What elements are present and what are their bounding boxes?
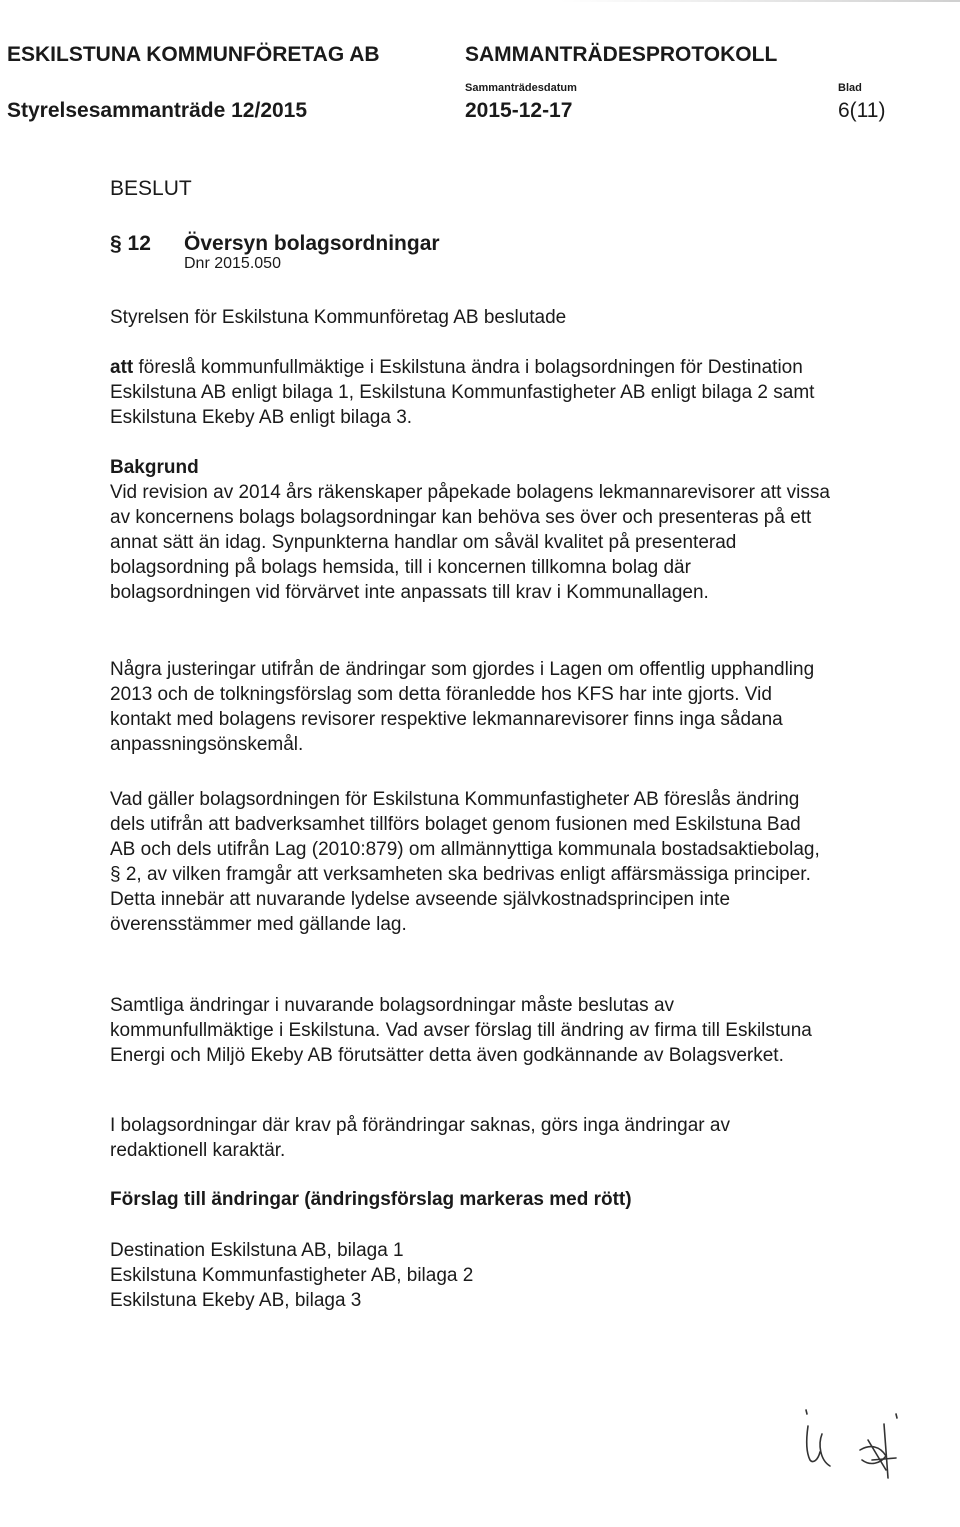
bakgrund-heading: Bakgrund: [110, 457, 199, 478]
page-number: 6(11): [838, 99, 886, 122]
beslut-heading: BESLUT: [110, 177, 192, 200]
paragraph-samtliga: Samtliga ändringar i nuvarande bolagsordningar måste beslutas av kommunfullmäktige i Eskilstuna. Vad avser förslag till ändring av firma till Eskilstuna Energi och Miljö Ekeby AB förutsätter detta även godkännande av Bolagsverket.: [110, 995, 812, 1066]
bakgrund-paragraph: Vid revision av 2014 års räkenskaper påpekade bolagens lekmannarevisorer att vissa av koncernens bolags bolagsordningar kan behöva ses över och presenteras på ett annat sätt än idag. Synpunkterna handlar om såväl kvalitet på presenterad bolagsordning på bolags hemsida, till i koncernen tillkomna bolag där bolagsordningen vid förvärvet inte anpassats till krav i Kommunallagen.: [110, 482, 830, 603]
att-keyword: att: [110, 357, 134, 378]
paragraph-kommunfastigheter: Vad gäller bolagsordningen för Eskilstuna Kommunfastigheter AB föreslås ändring dels utifrån att badverksamhet tillförs bolaget genom fusionen med Eskilstuna Bad AB och dels utifrån Lag (2010:879) om allmännyttiga kommunala bostadsaktiebolag, § 2, av vilken framgår att verksamheten ska bedrivas enligt affärsmässiga principer. Detta innebär att nuvarande lydelse avseende självkostnadsprincipen inte överensstämmer med gällande lag.: [110, 789, 820, 935]
meeting-name: Styrelsesammanträde 12/2015: [7, 99, 308, 122]
bilaga-item-2: Eskilstuna Kommunfastigheter AB, bilaga 2: [110, 1265, 474, 1286]
forslag-heading: Förslag till ändringar (ändringsförslag markeras med rött): [110, 1189, 632, 1210]
doc-type: SAMMANTRÄDESPROTOKOLL: [465, 43, 778, 66]
scan-edge-line: [560, 0, 960, 2]
date-label: Sammanträdesdatum: [465, 82, 577, 94]
bilaga-item-1: Destination Eskilstuna AB, bilaga 1: [110, 1240, 404, 1261]
section-number: § 12: [110, 232, 151, 255]
decision-text: [110, 355, 830, 430]
meeting-date: 2015-12-17: [465, 99, 573, 122]
decision-intro: Styrelsen för Eskilstuna Kommunföretag AB beslutade: [110, 307, 567, 328]
handwritten-initials: [800, 1400, 910, 1480]
paragraph-lou: Några justeringar utifrån de ändringar som gjordes i Lagen om offentlig upphandling 2013 och de tolkningsförslag som detta föranledde hos KFS har inte gjorts. Vid kontakt med bolagens revisorer respektive lekmannarevisorer finns inga sådana anpassningsönskemål.: [110, 659, 815, 755]
paragraph-inga-andringar: I bolagsordningar där krav på förändringar saknas, görs inga ändringar av redaktionell karaktär.: [110, 1115, 730, 1161]
org-name: ESKILSTUNA KOMMUNFÖRETAG AB: [7, 43, 380, 66]
page-label: Blad: [838, 82, 862, 94]
decision-body: föreslå kommunfullmäktige i Eskilstuna ändra i bolagsordningen för Destination Eskilstuna AB enligt bilaga 1, Eskilstuna Kommunfastigheter AB enligt bilaga 2 samt Eskilstuna Ekeby AB enligt bilaga 3.: [110, 357, 815, 428]
case-number: Dnr 2015.050: [184, 255, 281, 272]
section-title: Översyn bolagsordningar: [184, 232, 440, 255]
bilaga-item-3: Eskilstuna Ekeby AB, bilaga 3: [110, 1290, 362, 1311]
